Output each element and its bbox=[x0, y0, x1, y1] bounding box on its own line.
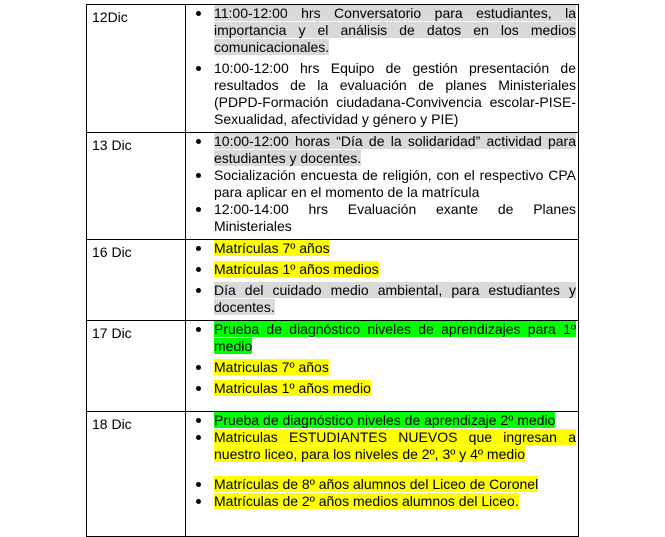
activity-item bbox=[186, 5, 576, 56]
activity-text: Matrículas 1º años medios bbox=[214, 261, 379, 277]
activity-item bbox=[186, 476, 576, 493]
activity-text: Matriculas 7º años bbox=[214, 359, 329, 375]
activity-text: 12:00-14:00 hrs Evaluación exante de Planes Ministeriales bbox=[214, 201, 576, 234]
date-cell: 12Dic bbox=[87, 5, 186, 133]
schedule-row bbox=[87, 412, 579, 537]
date-cell: 18 Dic bbox=[87, 412, 186, 537]
activities-cell bbox=[186, 412, 579, 537]
activities-cell bbox=[186, 5, 579, 133]
activity-item bbox=[186, 133, 576, 167]
activities-cell bbox=[186, 133, 579, 240]
activity-list bbox=[186, 133, 576, 235]
schedule-table bbox=[86, 4, 579, 537]
activities-cell bbox=[186, 321, 579, 412]
activity-item bbox=[186, 261, 576, 278]
schedule-row bbox=[87, 240, 579, 321]
activity-text: Socialización encuesta de religión, con el respectivo CPA para aplicar en el momento de la matrícula bbox=[214, 167, 576, 200]
activity-item bbox=[186, 380, 576, 397]
date-cell: 13 Dic bbox=[87, 133, 186, 240]
activity-item bbox=[186, 167, 576, 201]
activity-text: Matriculas 1º años medio bbox=[214, 380, 371, 396]
activity-item bbox=[186, 359, 576, 376]
activity-item bbox=[186, 493, 576, 510]
activity-list bbox=[186, 321, 576, 397]
activity-list bbox=[186, 5, 576, 128]
activity-item bbox=[186, 321, 576, 355]
activity-item bbox=[186, 282, 576, 316]
activity-text: Matriculas ESTUDIANTES NUEVOS que ingresan a nuestro liceo, para los niveles de 2º, 3º y 4º medio bbox=[214, 429, 576, 462]
activity-list bbox=[186, 412, 576, 510]
activity-text: Prueba de diagnóstico niveles de aprendizaje 2º medio bbox=[214, 412, 556, 428]
activity-item bbox=[186, 240, 576, 257]
activity-item bbox=[186, 60, 576, 128]
activity-text: Prueba de diagnóstico niveles de aprendizajes para 1º medio bbox=[214, 321, 576, 354]
schedule-row bbox=[87, 321, 579, 412]
activity-text: Matrículas de 2º años medios alumnos del Liceo. bbox=[214, 493, 519, 509]
activities-cell bbox=[186, 240, 579, 321]
activity-text: 10:00-12:00 horas “Día de la solidaridad” actividad para estudiantes y docentes. bbox=[214, 133, 576, 166]
activity-item bbox=[186, 201, 576, 235]
schedule-row bbox=[87, 133, 579, 240]
activity-text: Matrículas 7º años bbox=[214, 240, 330, 256]
activity-item bbox=[186, 412, 576, 429]
date-cell: 17 Dic bbox=[87, 321, 186, 412]
date-cell: 16 Dic bbox=[87, 240, 186, 321]
activity-item bbox=[186, 429, 576, 463]
activity-text: 11:00-12:00 hrs Conversatorio para estudiantes, la importancia y el análisis de datos en los medios comunicacionales. bbox=[214, 5, 576, 55]
activity-text: 10:00-12:00 hrs Equipo de gestión presentación de resultados de la evaluación de planes Ministeriales (PDPD-Formación ciudadana-Convivencia escolar-PISE-Sexualidad, afectividad y género y PIE) bbox=[214, 60, 576, 127]
activity-text: Matrículas de 8º años alumnos del Liceo de Coronel bbox=[214, 476, 539, 492]
activity-list bbox=[186, 240, 576, 316]
schedule-row bbox=[87, 5, 579, 133]
activity-text: Día del cuidado medio ambiental, para estudiantes y docentes. bbox=[214, 282, 576, 315]
